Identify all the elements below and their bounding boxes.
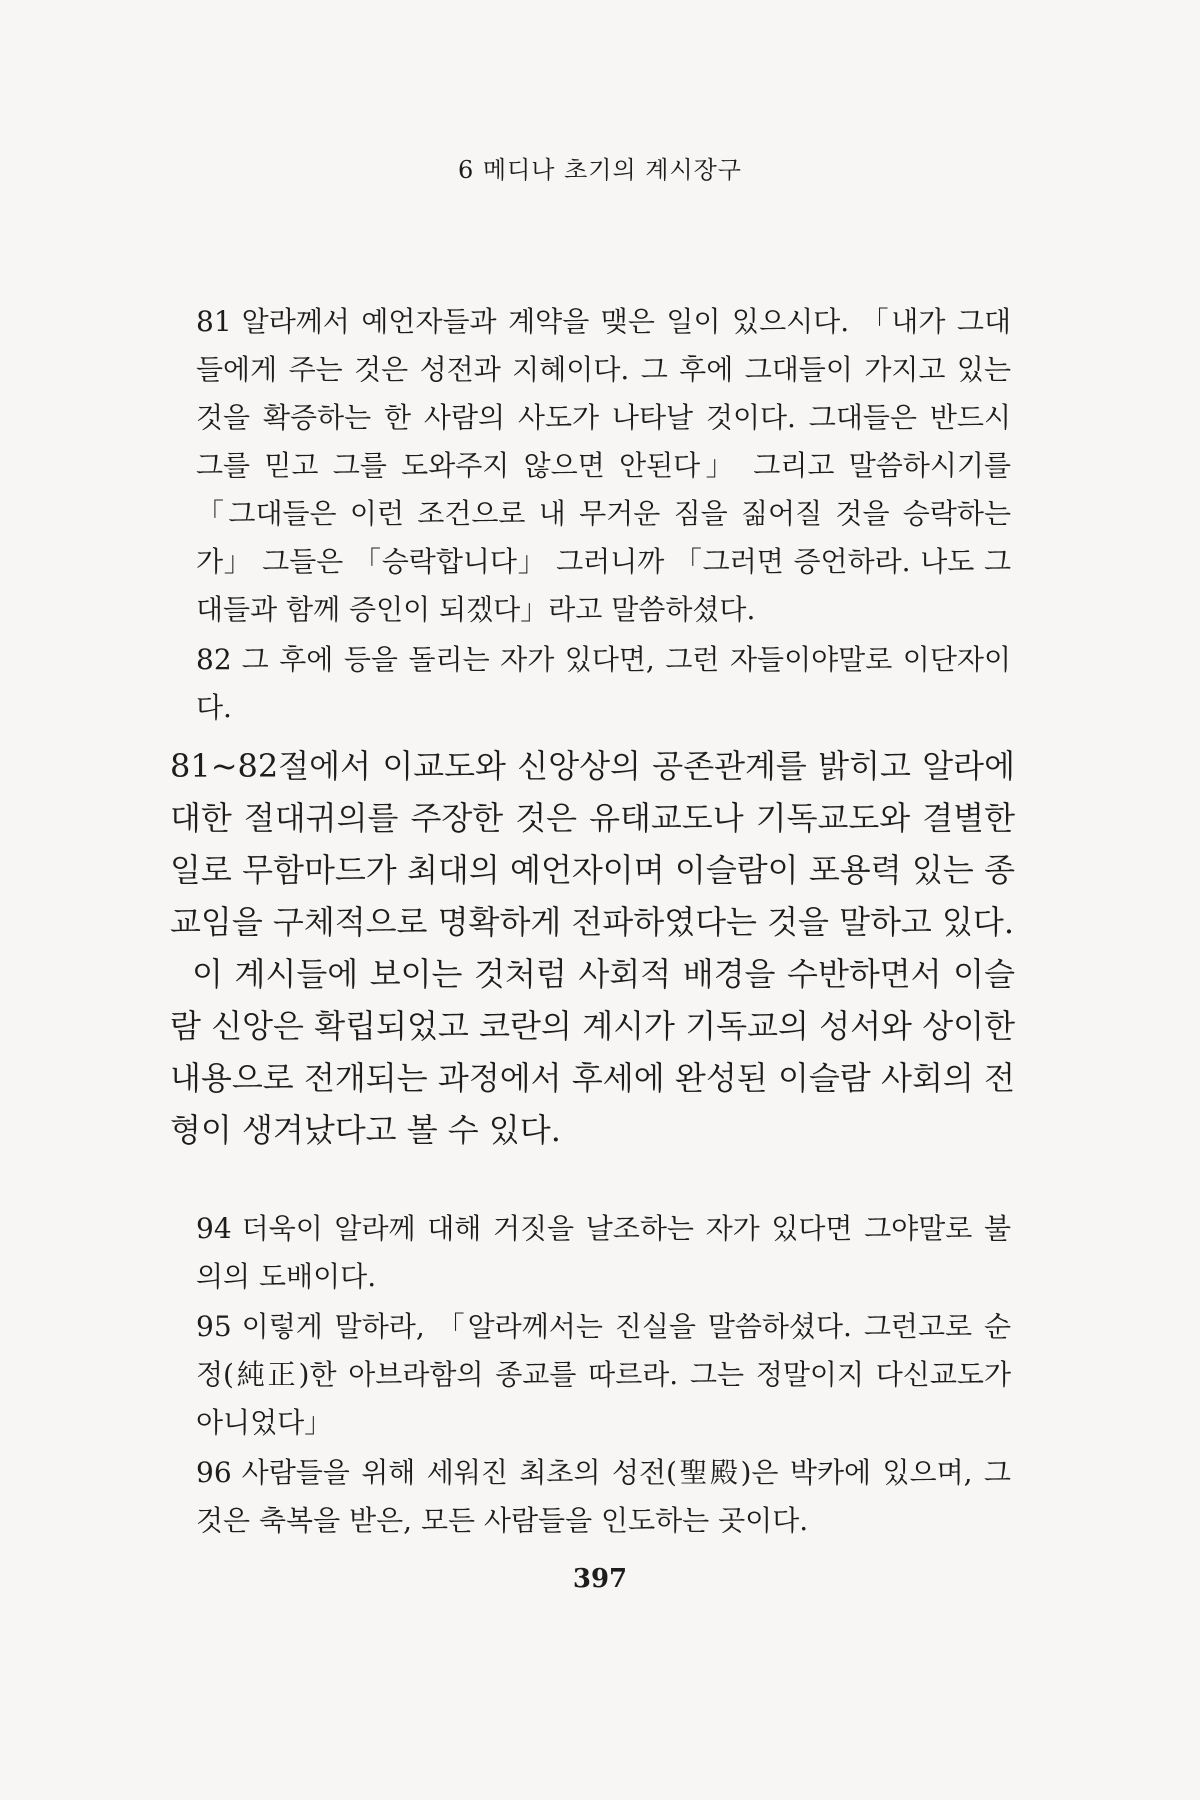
verse-82	[196, 636, 1011, 732]
verse-number: 96	[196, 1456, 232, 1489]
commentary-paragraph-1: 81~82절에서 이교도와 신앙상의 공존관계를 밝히고 알라에 대한 절대귀의를 주장한 것은 유태교도나 기독교도와 결별한 일로 무함마드가 최대의 예언자이며 이슬람이 포용력 있는 종교임을 구체적으로 명확하게 전파하였다는 것을 말하고 있다.	[170, 747, 1015, 941]
verse-number: 81	[196, 305, 232, 338]
commentary-paragraph-2: 이 계시들에 보이는 것처럼 사회적 배경을 수반하면서 이슬람 신앙은 확립되었고 코란의 계시가 기독교의 성서와 상이한 내용으로 전개되는 과정에서 후세에 완성된 이슬람 사회의 전형이 생겨났다고 볼 수 있다.	[170, 955, 1015, 1149]
verses-block-2	[196, 1205, 1011, 1545]
commentary	[170, 740, 1015, 1156]
verse-96	[196, 1449, 1011, 1545]
verse-text: 사람들을 위해 세워진 최초의 성전(聖殿)은 박카에 있으며, 그것은 축복을 받은, 모든 사람들을 인도하는 곳이다.	[196, 1456, 1011, 1537]
verse-number: 82	[196, 643, 232, 676]
verse-number: 94	[196, 1212, 232, 1245]
verse-text: 이렇게 말하라, 「알라께서는 진실을 말씀하셨다. 그런고로 순정(純正)한 아브라함의 종교를 따르라. 그는 정말이지 다신교도가 아니었다」	[196, 1310, 1011, 1439]
verse-text: 그 후에 등을 돌리는 자가 있다면, 그런 자들이야말로 이단자이다.	[196, 643, 1011, 724]
verse-text: 더욱이 알라께 대해 거짓을 날조하는 자가 있다면 그야말로 불의의 도배이다.	[196, 1212, 1011, 1293]
verse-text: 알라께서 예언자들과 계약을 맺은 일이 있으시다. 「내가 그대들에게 주는 것은 성전과 지혜이다. 그 후에 그대들이 가지고 있는 것을 확증하는 한 사람의 사도가 나타날 것이다. 그대들은 반드시 그를 믿고 그를 도와주지 않으면 안된다」 그리고 말씀하시기를 「그대들은 이런 조건으로 내 무거운 짐을 짊어질 것을 승락하는가」 그들은 「승락합니다」 그러니까 「그러면 증언하라. 나도 그대들과 함께 증인이 되겠다」라고 말씀하셨다.	[196, 305, 1011, 626]
verse-81	[196, 298, 1011, 634]
verse-94	[196, 1205, 1011, 1301]
running-head: 6 메디나 초기의 계시장구	[458, 156, 742, 184]
verse-95	[196, 1303, 1011, 1447]
verse-number: 95	[196, 1310, 232, 1343]
verses-block-1	[196, 298, 1011, 732]
page-number: 397	[572, 1564, 628, 1594]
